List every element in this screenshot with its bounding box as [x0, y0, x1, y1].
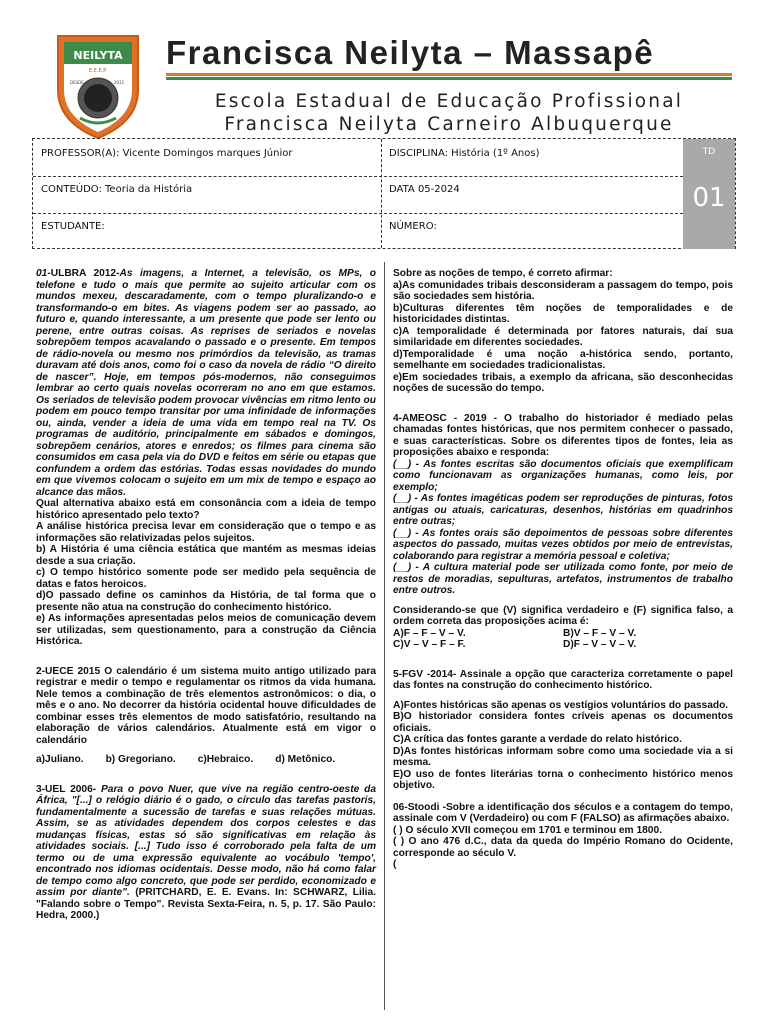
td-label: TD — [702, 147, 716, 157]
q2-option-a: a)Juliano. — [36, 754, 84, 765]
disciplina-field: DISCIPLINA: História (1º Anos) — [389, 148, 540, 159]
q5-option-c: C)A crítica das fontes garante a verdade do relato histórico. — [393, 734, 682, 745]
conteudo-field: CONTEÚDO: Teoria da História — [41, 184, 193, 195]
left-column — [36, 268, 376, 932]
q1-option-b: b) A História é uma ciência estática que mantém as mesmas ideias desde a sua criação. — [36, 544, 376, 567]
question-4 — [393, 413, 733, 651]
school-subtitle-1: Escola Estadual de Educação Profissional — [214, 91, 684, 112]
q2-options — [36, 754, 376, 766]
q6-statement-1: ( ) O século XVII começou em 1701 e terminou em 1800. — [393, 824, 662, 836]
question-2 — [36, 666, 376, 766]
q2-option-b: b) Gregoriano. — [105, 754, 176, 765]
q1-source: ULBRA 2012- — [50, 268, 120, 279]
q1-option-a: A análise histórica precisa levar em consideração que o tempo e as informações são relativizadas pelos sujeitos. — [36, 521, 376, 544]
q3-option-e: e)Em sociedades tribais, a exemplo da africana, são desconhecidas noções de sucessão do tempo. — [393, 371, 733, 394]
column-divider — [384, 262, 385, 1010]
info-divider — [381, 139, 382, 248]
school-title: Francisca Neilyta – Massapê — [166, 34, 655, 71]
q3-text: Para o povo Nuer, que vive na região centro-oeste da África, "[...] o relógio diário é o gado, o círculo das tarefas pastoris, fundamentalmente a sucessão de tarefas e suas relações mútuas. Assim, se as atividades dependem dos corpos celestes e das mudanças físicas, estas só são significativas em relação às atividades sociais. [...] Tudo isso é corroborado pela falta de um termo ou de uma expressão equivalente ao vocábulo 'tempo', encontrado nos idiomas ocidentais. Desse modo, não há como falar de tempo como algo concreto, que pode ser perdido, economizado e assim por diante". — [36, 783, 377, 898]
question-5 — [393, 669, 733, 792]
professor-field: PROFESSOR(A): Vicente Domingos marques Júnior — [41, 148, 293, 159]
header-stripe-green — [166, 77, 732, 80]
q4-text: 4-AMEOSC - 2019 - O trabalho do historiador é mediado pelas chamadas fontes históricas, que nos permitem conhecer o passado, e suas características. Sobre os diferentes tipos de fontes, leia as proposições abaixo e responda: — [393, 412, 733, 458]
q2-option-c: c)Hebraico. — [197, 754, 254, 765]
q4-option-d: D)F – V – V – V. — [563, 639, 637, 650]
td-number: 01 — [692, 183, 726, 213]
header-stripe-orange — [166, 73, 732, 76]
q4-statement-2: (__) - As fontes imagéticas podem ser reproduções de pinturas, fotos antigas ou atuais, caricaturas, desenhos, histórias em quadrinhos entre outras; — [393, 493, 733, 527]
q4-statement-3: (__) - As fontes orais são depoimentos de pessoas sobre diferentes aspectos do passado, muitas vezes obtidos por meio de entrevistas, colaborando para registrar a memória pessoal e coletiva; — [393, 527, 733, 562]
q1-question: Qual alternativa abaixo está em consonância com a ideia de tempo histórico apresentado pelo texto? — [36, 498, 376, 521]
data-field: DATA 05-2024 — [389, 184, 460, 195]
q4-options — [393, 628, 733, 651]
q5-option-b: B)O historiador considera fontes críveis apenas os documentos oficiais. — [393, 711, 733, 734]
right-column — [393, 268, 733, 881]
q4-option-a: A)F – F – V – V. — [393, 627, 466, 639]
q4-option-b: B)V – F – V – V. — [563, 627, 637, 639]
q1-text: As imagens, a Internet, a televisão, os MPs, o telefone e tudo o mais que permite ao sujeito articular com os mundos mexeu, descaradamente, com o tempo pluralizando-o e transformando-o em bites. As viagens podem ser ao passado, ao futuro e, quando interessante, a um presente que pode ser lento ou perene, entre outras coisas. As reprises de seriados e novelas sobrepõem tempos acavalando o passado e o presente. Em tempos de rádio-novela ou mesmo nos primórdios da televisão, as tramas duravam até dois anos, como foi o caso da novela de rádio “O direito de nascer”. Hoje, em tempos pós-modernos, não conseguimos lembrar ao certo quais novelas ocorreram no ano em que estamos. Os seriados de televisão podem provocar vivências em ritmo lento ou podem em pouco tempo transitar por uma infinidade de informações ou, ainda, vender a ideia de uma vida em tempo real na TV. Os programas de auditório, principalmente em sábados e domingos, sobrepõem cenários, atores e enredos; os filmes para cinema são consumidos em casa pela via do DVD e feitos em série ou etapas que confundem a ordem das estórias. Todas essas novidades do mundo em que vivemos colocam o sujeito em um mix de tempo e espaço ao alcance das mãos. — [36, 268, 376, 498]
q5-option-e: E)O uso de fontes literárias torna o conhecimento histórico menos objetivo. — [393, 768, 733, 791]
td-badge — [683, 139, 735, 249]
info-row-divider — [33, 176, 683, 177]
q2-text: 2-UECE 2015 O calendário é um sistema muito antigo utilizado para registrar e medir o tempo e regulamentar os ritmos da vida humana. Nele temos a combinação de três elementos astronômicos: o dia, o mês e o ano. No decorrer da história ocidental houve dificuldades de combinar esses três elementos de modo satisfatório, resultando na elaboração de vários calendários. Atualmente está em vigor o calendário — [36, 665, 376, 746]
q4-statement-1: (__) - As fontes escritas são documentos oficiais que exemplificam como funcionavam as organizações humanas, como leis, por exemplo; — [393, 458, 733, 493]
school-subtitle-2: Francisca Neilyta Carneiro Albuquerque — [224, 114, 674, 135]
q3-head: 3-UEL 2006- — [36, 783, 97, 795]
logo-name: NEILYTA — [73, 49, 123, 62]
q3-lead: Sobre as noções de tempo, é correto afirmar: — [393, 268, 613, 279]
q4-statement-4: (__) - A cultura material pode ser utilizada como fonte, por meio de restos de moradias, sepulturas, artefatos, instrumentos de trabalho entre outros. — [393, 562, 733, 596]
q1-option-c: c) O tempo histórico somente pode ser medido pela sequência de datas e fatos heroicos. — [36, 567, 376, 590]
q5-text: 5-FGV -2014- Assinale a opção que caracteriza corretamente o papel das fontes na construção do conhecimento histórico. — [393, 668, 733, 691]
info-table — [32, 138, 736, 249]
q3-option-b: b)Culturas diferentes têm noções de temporalidades e de historicidades distintas. — [393, 302, 733, 325]
q4-option-c: C)V – V – F – F. — [393, 639, 466, 650]
q1-option-d: d)O passado define os caminhos da História, de tal forma que o presente não atua na construção do conhecimento histórico. — [36, 590, 376, 613]
q3-option-a: a)As comunidades tribais desconsideram a passagem do tempo, pois são sociedades sem história. — [393, 279, 733, 302]
q5-option-d: D)As fontes históricas informam sobre como uma sociedade via a si mesma. — [393, 745, 733, 768]
logo-right-year: 2011 — [114, 80, 125, 85]
q3-citation: (PRITCHARD, E. E. Evans. In: SCHWARZ, Lilia. "Falando sobre o Tempo". Revista Sexta-Feira, n. 5, p. 17. São Paulo: Hedra, 2000.) — [36, 887, 376, 921]
school-logo — [50, 32, 146, 140]
q1-head: 01- — [36, 268, 51, 279]
q3-option-d: d)Temporalidade é uma noção a-histórica sendo, portanto, semelhante em sociedades tradicionalistas. — [393, 348, 733, 371]
estudante-field[interactable]: ESTUDANTE: — [41, 221, 105, 232]
question-6 — [393, 802, 733, 871]
question-3-continued — [393, 268, 733, 395]
q5-option-a: A)Fontes históricas são apenas os vestígios voluntários do passado. — [393, 699, 729, 711]
q4-lead: Considerando-se que (V) significa verdadeiro e (F) significa falso, a ordem correta das proposições acima é: — [393, 604, 733, 627]
numero-field[interactable]: NÚMERO: — [389, 221, 437, 232]
q1-option-e: e) As informações apresentadas pelos meios de comunicação devem ser utilizadas, sem questionamento, para a construção da Ciência Histórica. — [36, 613, 376, 647]
logo-subtitle: E.E.E.P. — [88, 68, 108, 74]
q6-text: 06-Stoodi -Sobre a identificação dos séculos e a contagem do tempo, assinale com V (Verdadeiro) ou com F (FALSO) as afirmações abaixo. — [393, 801, 733, 824]
logo-left-year: DESDE — [70, 80, 84, 85]
q6-statement-2: ( ) O ano 476 d.C., data da queda do Império Romano do Ocidente, corresponde ao século V. — [393, 836, 733, 859]
question-1 — [36, 268, 376, 648]
info-row-divider — [33, 213, 683, 214]
q6-statement-3: ( — [393, 859, 397, 870]
q2-option-d: d) Metônico. — [275, 754, 336, 765]
q3-option-c: c)A temporalidade é determinada por fatores naturais, daí sua similaridade em diferentes sociedades. — [393, 325, 733, 348]
question-3 — [36, 784, 376, 922]
